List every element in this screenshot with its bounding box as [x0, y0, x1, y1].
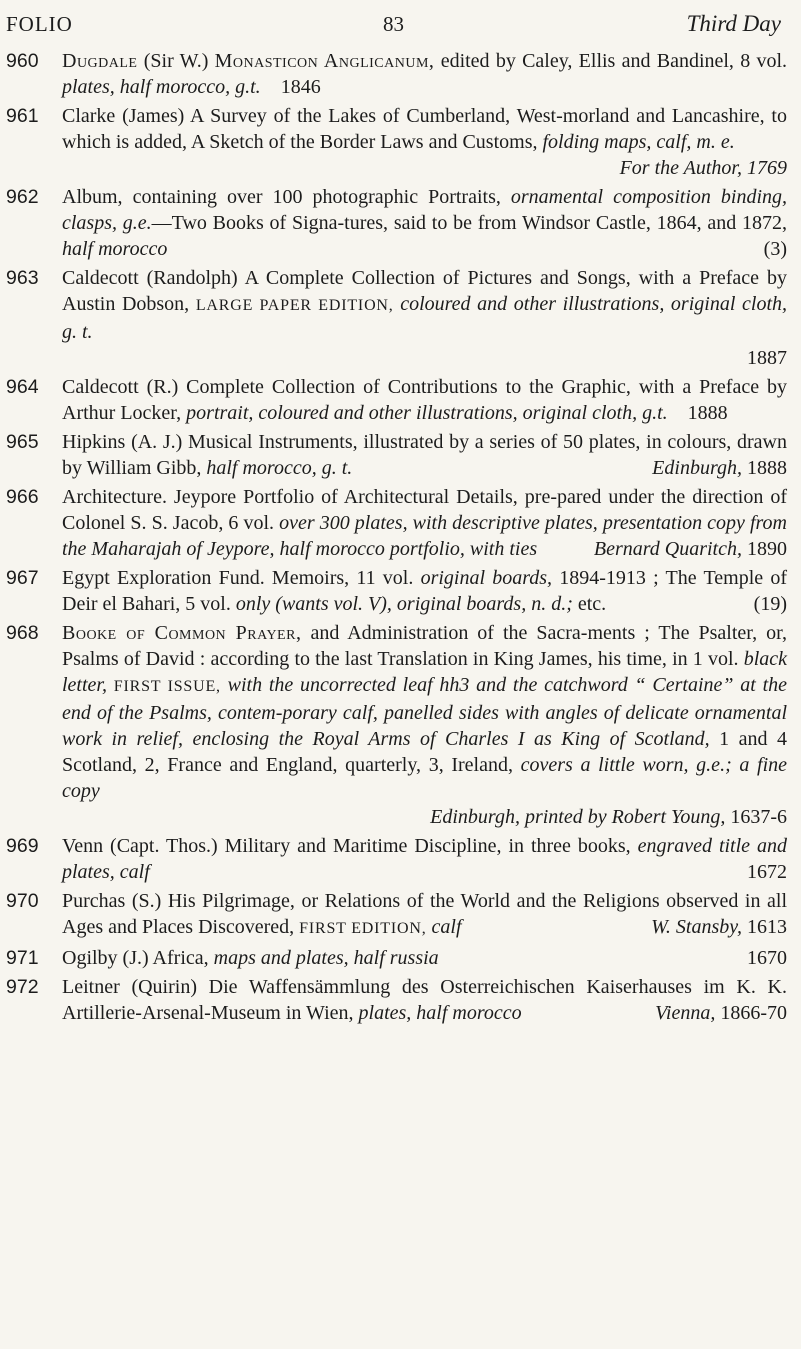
- lot-edition: FIRST ISSUE,: [113, 678, 221, 695]
- lot-number: 969: [6, 835, 39, 857]
- lot-binding: only (wants vol. V), original boards, n. d.;: [235, 593, 573, 615]
- lot-971: [0, 945, 801, 971]
- lot-text: Clarke (James) A Survey of the Lakes of Cumberland, West-morland and Lancashire, to which is added, A Sketch of the Border Laws and Customs,: [62, 105, 787, 153]
- lot-publisher: W. Stansby,: [651, 916, 742, 938]
- lot-960: [0, 48, 801, 100]
- lot-number: 968: [6, 622, 39, 644]
- lot-binding: coloured and other illustrations, original cloth, g. t.: [62, 293, 787, 343]
- lot-number: 960: [6, 50, 39, 72]
- lot-edition: LARGE PAPER EDITION,: [195, 297, 394, 314]
- lot-binding: folding maps, calf, m. e.: [542, 131, 735, 153]
- lot-binding: half morocco: [62, 238, 168, 260]
- lot-binding: ornamental composition binding, clasps, g.e.: [62, 186, 787, 234]
- header-day: Third Day: [686, 11, 781, 36]
- lot-number: 964: [6, 376, 39, 398]
- lot-year: 1670: [747, 947, 787, 969]
- lot-text: 1 and 4 Scotland, 2, France and England, quarterly, 3, Ireland,: [62, 728, 787, 776]
- lot-binding: covers a little worn, g.e.; a fine copy: [62, 754, 788, 802]
- lot-text: Ogilby (J.) Africa,: [62, 947, 214, 969]
- header-folio: FOLIO: [6, 12, 73, 36]
- lot-number: 965: [6, 431, 39, 453]
- lot-text: Hipkins (A. J.) Musical Instruments, illustrated by a series of 50 plates, in colours, drawn by William Gibb,: [62, 431, 787, 479]
- lot-text: Egypt Exploration Fund. Memoirs, 11 vol.: [62, 567, 421, 589]
- lot-number: 971: [6, 947, 39, 969]
- lot-text: Venn (Capt. Thos.) Military and Maritime Discipline, in three books,: [62, 835, 638, 857]
- lot-year: 1846: [280, 76, 321, 98]
- lot-binding: black letter,: [62, 648, 787, 696]
- lot-number: 962: [6, 186, 39, 208]
- lot-title: Booke of Common Prayer,: [62, 622, 302, 644]
- lot-text: Purchas (S.) His Pilgrimage, or Relations of the World and the Religions observed in all Ages and Places Discovered,: [62, 890, 787, 938]
- lot-number: 972: [6, 976, 39, 998]
- lot-year: 1887: [747, 347, 787, 369]
- lot-place: Vienna,: [655, 1002, 716, 1024]
- lot-binding: engraved title and plates, calf: [62, 835, 787, 883]
- page-header: [0, 8, 801, 40]
- lot-binding: plates, half morocco: [358, 1002, 522, 1024]
- page-number: 83: [383, 12, 404, 36]
- lot-964: [0, 374, 801, 426]
- lot-972: [0, 974, 801, 1026]
- lot-binding: plates, half morocco, g.t.: [62, 76, 261, 98]
- lot-text: Architecture. Jeypore Portfolio of Architectural Details, pre-pared under the direction of Colonel S. S. Jacob, 6 vol.: [62, 486, 787, 534]
- lot-edition: FIRST EDITION,: [299, 920, 427, 937]
- lot-962: [0, 184, 801, 262]
- lot-968: [0, 620, 801, 830]
- lot-number: 967: [6, 567, 39, 589]
- lot-binding: over 300 plates, with descriptive plates, presentation copy from the Maharajah of Jeypore, half morocco portfolio, with ties: [62, 512, 788, 560]
- lot-year: 1672: [747, 861, 787, 883]
- lot-count: (3): [763, 238, 787, 260]
- lot-number: 966: [6, 486, 39, 508]
- lot-969: [0, 833, 801, 885]
- lot-text: etc.: [572, 593, 607, 615]
- lot-binding: calf: [431, 916, 462, 938]
- lot-place: Edinburgh,: [652, 457, 742, 479]
- lot-text: 1894-1913 ; The Temple of Deir el Bahari, 5 vol.: [62, 567, 787, 615]
- lot-publisher: For the Author, 1769: [619, 157, 787, 179]
- lot-binding: original boards,: [420, 567, 553, 589]
- lot-binding: portrait, coloured and other illustrations, original cloth, g.t.: [186, 402, 668, 424]
- lot-text: Caldecott (R.) Complete Collection of Contributions to the Graphic, with a Preface by Arthur Locker,: [62, 376, 787, 424]
- lot-publisher: Bernard Quaritch,: [593, 538, 742, 560]
- lot-text: (Sir W.): [137, 50, 215, 72]
- lot-text: and Administration of the Sacra-ments ; The Psalter, or, Psalms of David : according to the last Translation in King James, his time, in 1 vol.: [62, 622, 787, 670]
- lot-binding: maps and plates, half russia: [213, 947, 439, 969]
- lot-text: edited by Caley, Ellis and Bandinel, 8 vol.: [434, 50, 787, 72]
- lot-count: (19): [753, 593, 787, 615]
- lot-text: Leitner (Quirin) Die Waffensämmlung des Osterreichischen Kaiserhauses im K. K. Artillerie-Arsenal-Museum in Wien,: [62, 976, 787, 1024]
- lot-year: 1888: [742, 457, 787, 479]
- lot-binding: with the uncorrected leaf hh3 and the catchword “ Certaine” at the end of the Psalms, contem-porary calf, panelled sides with angles of delicate ornamental work in relief, enclosing the Royal Arms of Charles I as King of Scotland,: [62, 674, 788, 750]
- lot-965: [0, 429, 801, 481]
- lot-text: Caldecott (Randolph) A Complete Collection of Pictures and Songs, with a Preface by Austin Dobson,: [62, 267, 787, 315]
- lot-list: [0, 48, 801, 1029]
- lot-number: 970: [6, 890, 39, 912]
- lot-967: [0, 565, 801, 617]
- lot-963: [0, 265, 801, 371]
- lot-year: 1866-70: [715, 1002, 787, 1024]
- lot-year: 1890: [742, 538, 787, 560]
- lot-year: 1637-6: [725, 806, 787, 828]
- lot-text: Album, containing over 100 photographic Portraits,: [62, 186, 511, 208]
- lot-author: Dugdale: [62, 50, 138, 72]
- lot-text: —Two Books of Signa-tures, said to be from Windsor Castle, 1864, and 1872,: [151, 212, 787, 234]
- lot-966: [0, 484, 801, 562]
- lot-publisher: Edinburgh, printed by Robert Young,: [430, 806, 726, 828]
- lot-binding: half morocco, g. t.: [206, 457, 353, 479]
- lot-title: Monasticon Anglicanum,: [214, 50, 435, 72]
- lot-year: 1888: [687, 402, 728, 424]
- lot-961: [0, 103, 801, 181]
- lot-970: [0, 888, 801, 942]
- lot-number: 961: [6, 105, 39, 127]
- lot-number: 963: [6, 267, 39, 289]
- lot-year: 1613: [742, 916, 787, 938]
